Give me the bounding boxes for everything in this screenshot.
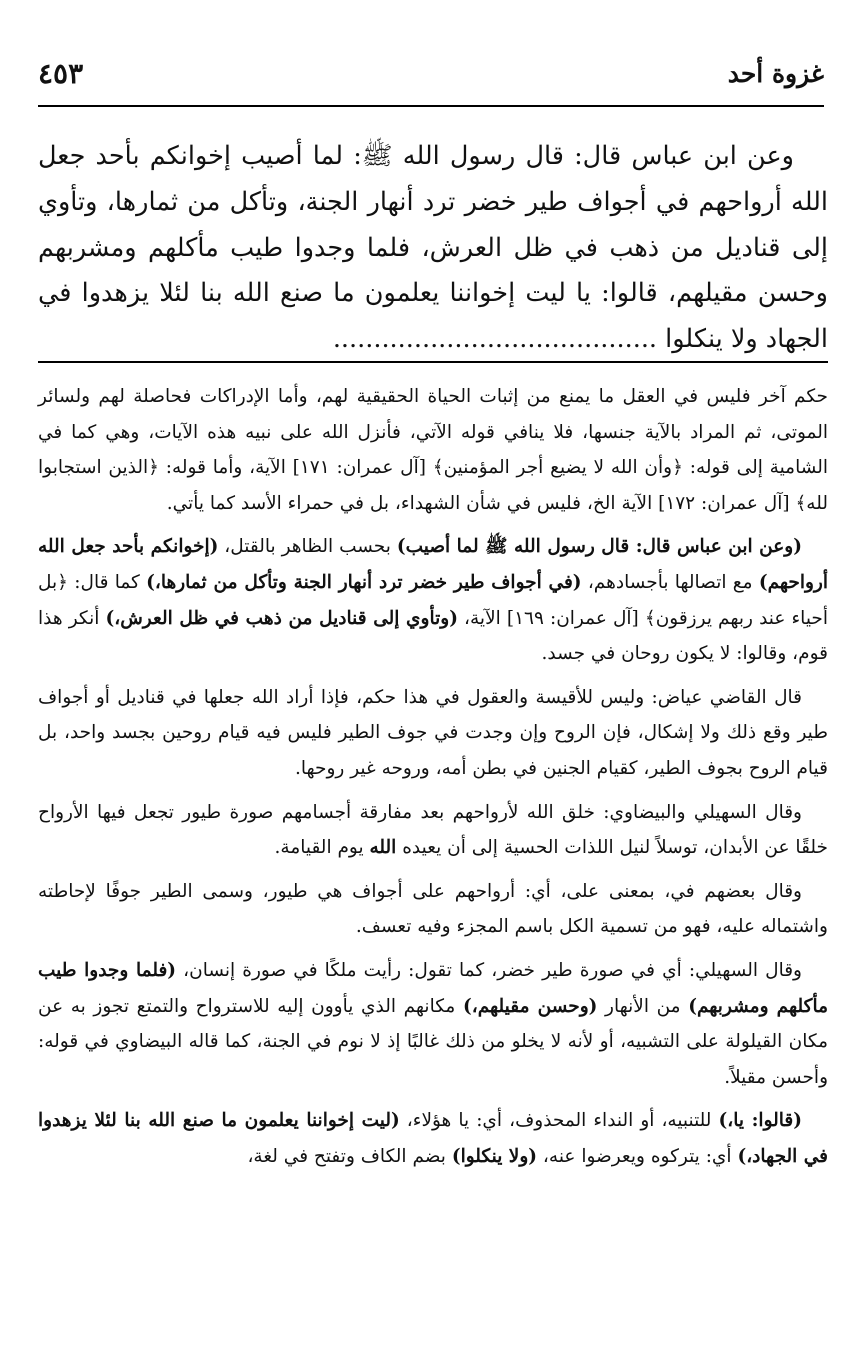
commentary-text: وقال السهيلي: أي في صورة طير خضر، كما تقول: رأيت ملكًا في صورة إنسان، <box>176 959 802 981</box>
commentary-paragraph-1: حكم آخر فليس في العقل ما يمنع من إثبات الحياة الحقيقية لهم، وأما الإدراكات فحاصلة لهم ولسائر الموتى، ثم المراد بالآية جنسها، فلا ينافي قوله الآتي، فأنزل الله على نبيه هذه الآيات، وهي كما في الشامية إلى قوله: ﴿وأن الله لا يضيع أجر المؤمنين﴾ [آل عمران: ١٧١] الآية، وأما قوله: ﴿الذين استجابوا لله﴾ [آل عمران: ١٧٢] الآية الخ، فليس في شأن الشهداء، بل في حمراء الأسد كما يأتي. <box>38 386 829 514</box>
commentary-paragraph-3: قال القاضي عياض: وليس للأقيسة والعقول في هذا حكم، فإذا أراد الله جعلها في قناديل أو أجواف طير وقع ذلك ولا إشكال، فإن الروح وإن وجدت في جوف الطير فليس فيه قيام روحين بجسد واحد، بل قيام الروح بجوف الطير، كقيام الجنين في بطن أمه، وروحه غير روحها. <box>38 686 828 779</box>
hadith-text-block <box>38 134 828 363</box>
commentary-text: بضم الكاف وتفتح في لغة، <box>247 1145 452 1167</box>
hadith-text: وعن ابن عباس قال: قال رسول الله ﷺ: لما أصيب إخوانكم بأحد جعل الله أرواحهم في أجواف طير خضر ترد أنهار الجنة، وتأكل من ثمارها، وتأوي إلى قناديل من ذهب في ظل العرش، فلما وجدوا طيب مأكلهم ومشربهم وحسن مقيلهم، قالوا: يا ليت إخواننا يعلمون ما صنع الله بنا لئلا يزهدوا في الجهاد ولا ينكلوا <box>38 141 828 355</box>
quoted-hadith: (وحسن مقيلهم،) <box>462 995 598 1017</box>
quoted-hadith: (فلما وجدوا طيب مأكلهم ومشربهم) <box>38 959 828 1017</box>
quoted-hadith: (وعن ابن عباس قال: قال رسول الله ﷺ لما أصيب) <box>396 536 802 558</box>
commentary-text: مع اتصالها بأجسادهم، <box>581 571 759 593</box>
quoted-hadith: (قالوا: يا،) <box>718 1110 803 1132</box>
hadith-paragraph <box>38 134 828 363</box>
quoted-hadith: (ليت إخواننا يعلمون ما صنع الله بنا لئلا يزهدوا في الجهاد،) <box>38 1110 828 1167</box>
commentary-text: كما قال: ﴿بل أحياء عند ربهم يرزقون﴾ [آل عمران: ١٦٩] الآية، <box>38 571 828 629</box>
commentary-text: أي: يتركوه ويعرضوا عنه، <box>537 1145 738 1167</box>
commentary-text: يوم القيامة. <box>274 837 370 859</box>
page-header <box>38 55 824 107</box>
quoted-hadith: (وتأوي إلى قناديل من ذهب في ظل العرش،) <box>105 607 458 629</box>
commentary-paragraph-5: وقال بعضهم في، بمعنى على، أي: أرواحهم على أجواف هي طيور، وسمى الطير جوفًا لإحاطته واشتماله عليه، فهو من تسمية الكل باسم المجزء وفيه تعسف. <box>38 880 828 938</box>
commentary-text: وقال السهيلي والبيضاوي: خلق الله لأرواحهم بعد مفارقة أجسامهم صورة طيور تجعل فيها الأرواح خلقًا عن الأبدان، توسلاً لنيل اللذات الحسية إلى أن يعيده <box>38 801 828 859</box>
section-divider <box>38 361 828 363</box>
commentary-paragraph-6 <box>38 953 828 1095</box>
commentary-text: بحسب الظاهر بالقتل، <box>218 536 397 558</box>
quoted-hadith: (إخوانكم بأحد جعل الله أرواحهم) <box>38 536 829 593</box>
commentary-block <box>38 379 828 1182</box>
dotted-leader: ........................................ <box>332 324 658 355</box>
commentary-paragraph-7 <box>38 1103 828 1174</box>
quoted-hadith: (في أجواف طير خضر ترد أنهار الجنة وتأكل من ثمارها،) <box>146 571 582 593</box>
chapter-title: غزوة أحد <box>727 59 824 88</box>
divine-name: الله <box>369 837 397 859</box>
commentary-text: أنكر هذا قوم، وقالوا: لا يكون روحان في جسد. <box>38 607 828 665</box>
commentary-text: للتنبيه، أو النداء المحذوف، أي: يا هؤلاء، <box>399 1110 719 1132</box>
commentary-text: مكانهم الذي يأوون إليه للاسترواح والتمتع تجوز به عن مكان القيلولة على التشبيه، أو لأنه لا يخلو من ذلك غالبًا إذ لا نوم في الجنة، كما قاله البيضاوي في قوله: وأحسن مقيلاً. <box>38 995 828 1088</box>
commentary-paragraph-4 <box>38 795 828 866</box>
commentary-text: من الأنهار <box>597 995 689 1017</box>
commentary-paragraph-2 <box>38 529 828 671</box>
quoted-hadith: (ولا ينكلوا) <box>451 1145 538 1167</box>
page-number: ٤٥٣ <box>38 57 84 90</box>
